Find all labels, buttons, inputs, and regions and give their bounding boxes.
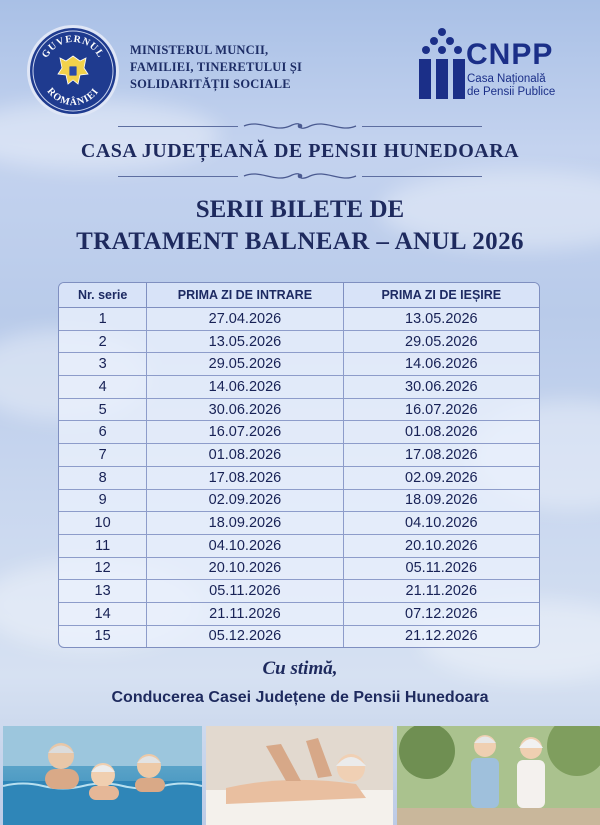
exit-date: 14.06.2026 bbox=[344, 353, 539, 376]
county-office-title: CASA JUDEȚEANĂ DE PENSII HUNEDOARA bbox=[80, 140, 520, 162]
exit-date: 20.10.2026 bbox=[344, 535, 539, 558]
table-row bbox=[59, 580, 539, 603]
exit-date: 30.06.2026 bbox=[344, 376, 539, 399]
entry-date: 16.07.2026 bbox=[147, 421, 343, 444]
pool-photo bbox=[3, 726, 202, 825]
exit-date: 04.10.2026 bbox=[344, 512, 539, 535]
entry-date: 01.08.2026 bbox=[147, 444, 343, 467]
page-title-line1: SERII BILETE DE bbox=[195, 196, 405, 223]
ministry-line: SOLIDARITĂȚII SOCIALE bbox=[130, 77, 291, 91]
series-number: 9 bbox=[59, 490, 147, 513]
table-row bbox=[59, 331, 539, 354]
series-number: 12 bbox=[59, 558, 147, 581]
series-number: 6 bbox=[59, 421, 147, 444]
table-row bbox=[59, 490, 539, 513]
cnpp-sub-line: de Pensii Publice bbox=[467, 86, 556, 98]
seal-text-top: GUVERNUL bbox=[39, 33, 107, 61]
entry-date: 18.09.2026 bbox=[147, 512, 343, 535]
divider bbox=[118, 126, 238, 127]
table-row bbox=[59, 603, 539, 626]
divider bbox=[118, 176, 238, 177]
entry-date: 14.06.2026 bbox=[147, 376, 343, 399]
table-row bbox=[59, 512, 539, 535]
exit-date: 01.08.2026 bbox=[344, 421, 539, 444]
entry-date: 04.10.2026 bbox=[147, 535, 343, 558]
ministry-line: FAMILIEI, TINERETULUI ȘI bbox=[130, 60, 303, 74]
couple-walking-photo bbox=[397, 726, 600, 825]
series-number: 15 bbox=[59, 626, 147, 648]
entry-date: 30.06.2026 bbox=[147, 399, 343, 422]
exit-date: 29.05.2026 bbox=[344, 331, 539, 354]
exit-date: 21.11.2026 bbox=[344, 580, 539, 603]
series-number: 3 bbox=[59, 353, 147, 376]
table-row bbox=[59, 308, 539, 331]
massage-photo bbox=[206, 726, 393, 825]
cnpp-sub-line: Casa Națională bbox=[467, 73, 546, 85]
entry-date: 21.11.2026 bbox=[147, 603, 343, 626]
ornament-icon bbox=[240, 119, 360, 133]
closing-greeting: Cu stimă, bbox=[262, 658, 338, 679]
cnpp-full-name bbox=[467, 73, 555, 99]
cnpp-logo-icon bbox=[418, 27, 466, 101]
entry-date: 05.11.2026 bbox=[147, 580, 343, 603]
page-title-line2: TRATAMENT BALNEAR – ANUL 2026 bbox=[76, 228, 524, 255]
series-number: 10 bbox=[59, 512, 147, 535]
series-number: 1 bbox=[59, 308, 147, 331]
series-number: 5 bbox=[59, 399, 147, 422]
exit-date: 13.05.2026 bbox=[344, 308, 539, 331]
series-number: 13 bbox=[59, 580, 147, 603]
series-number: 7 bbox=[59, 444, 147, 467]
series-number: 11 bbox=[59, 535, 147, 558]
exit-date: 16.07.2026 bbox=[344, 399, 539, 422]
header bbox=[0, 0, 600, 120]
ministry-name bbox=[130, 42, 330, 93]
table-header-row bbox=[59, 283, 539, 308]
table-row bbox=[59, 467, 539, 490]
table-row bbox=[59, 535, 539, 558]
series-table bbox=[58, 282, 540, 648]
ministry-line: MINISTERUL MUNCII, bbox=[130, 43, 269, 57]
series-number: 2 bbox=[59, 331, 147, 354]
signature: Conducerea Casei Județene de Pensii Hunedoara bbox=[111, 689, 489, 706]
seal-text-bottom: ROMÂNIEI bbox=[44, 85, 102, 109]
entry-date: 02.09.2026 bbox=[147, 490, 343, 513]
svg-text:ROMÂNIEI bbox=[45, 86, 102, 108]
exit-date: 02.09.2026 bbox=[344, 467, 539, 490]
entry-date: 29.05.2026 bbox=[147, 353, 343, 376]
exit-date: 18.09.2026 bbox=[344, 490, 539, 513]
series-number: 14 bbox=[59, 603, 147, 626]
column-header: PRIMA ZI DE INTRARE bbox=[147, 283, 343, 308]
series-number: 8 bbox=[59, 467, 147, 490]
table-row bbox=[59, 558, 539, 581]
ornament-icon bbox=[240, 169, 360, 183]
exit-date: 07.12.2026 bbox=[344, 603, 539, 626]
series-number: 4 bbox=[59, 376, 147, 399]
entry-date: 20.10.2026 bbox=[147, 558, 343, 581]
entry-date: 17.08.2026 bbox=[147, 467, 343, 490]
divider bbox=[362, 126, 482, 127]
government-seal bbox=[27, 25, 119, 117]
table-row bbox=[59, 421, 539, 444]
entry-date: 13.05.2026 bbox=[147, 331, 343, 354]
divider bbox=[362, 176, 482, 177]
entry-date: 05.12.2026 bbox=[147, 626, 343, 648]
entry-date: 27.04.2026 bbox=[147, 308, 343, 331]
exit-date: 17.08.2026 bbox=[344, 444, 539, 467]
column-header: PRIMA ZI DE IEȘIRE bbox=[344, 283, 539, 308]
exit-date: 21.12.2026 bbox=[405, 628, 478, 645]
cnpp-acronym: CNPP bbox=[466, 38, 554, 71]
table-row bbox=[59, 353, 539, 376]
table-row bbox=[59, 376, 539, 399]
exit-date: 05.11.2026 bbox=[344, 558, 539, 581]
table-row bbox=[59, 399, 539, 422]
column-header: Nr. serie bbox=[59, 283, 147, 308]
table-row bbox=[59, 626, 539, 648]
table-row bbox=[59, 444, 539, 467]
